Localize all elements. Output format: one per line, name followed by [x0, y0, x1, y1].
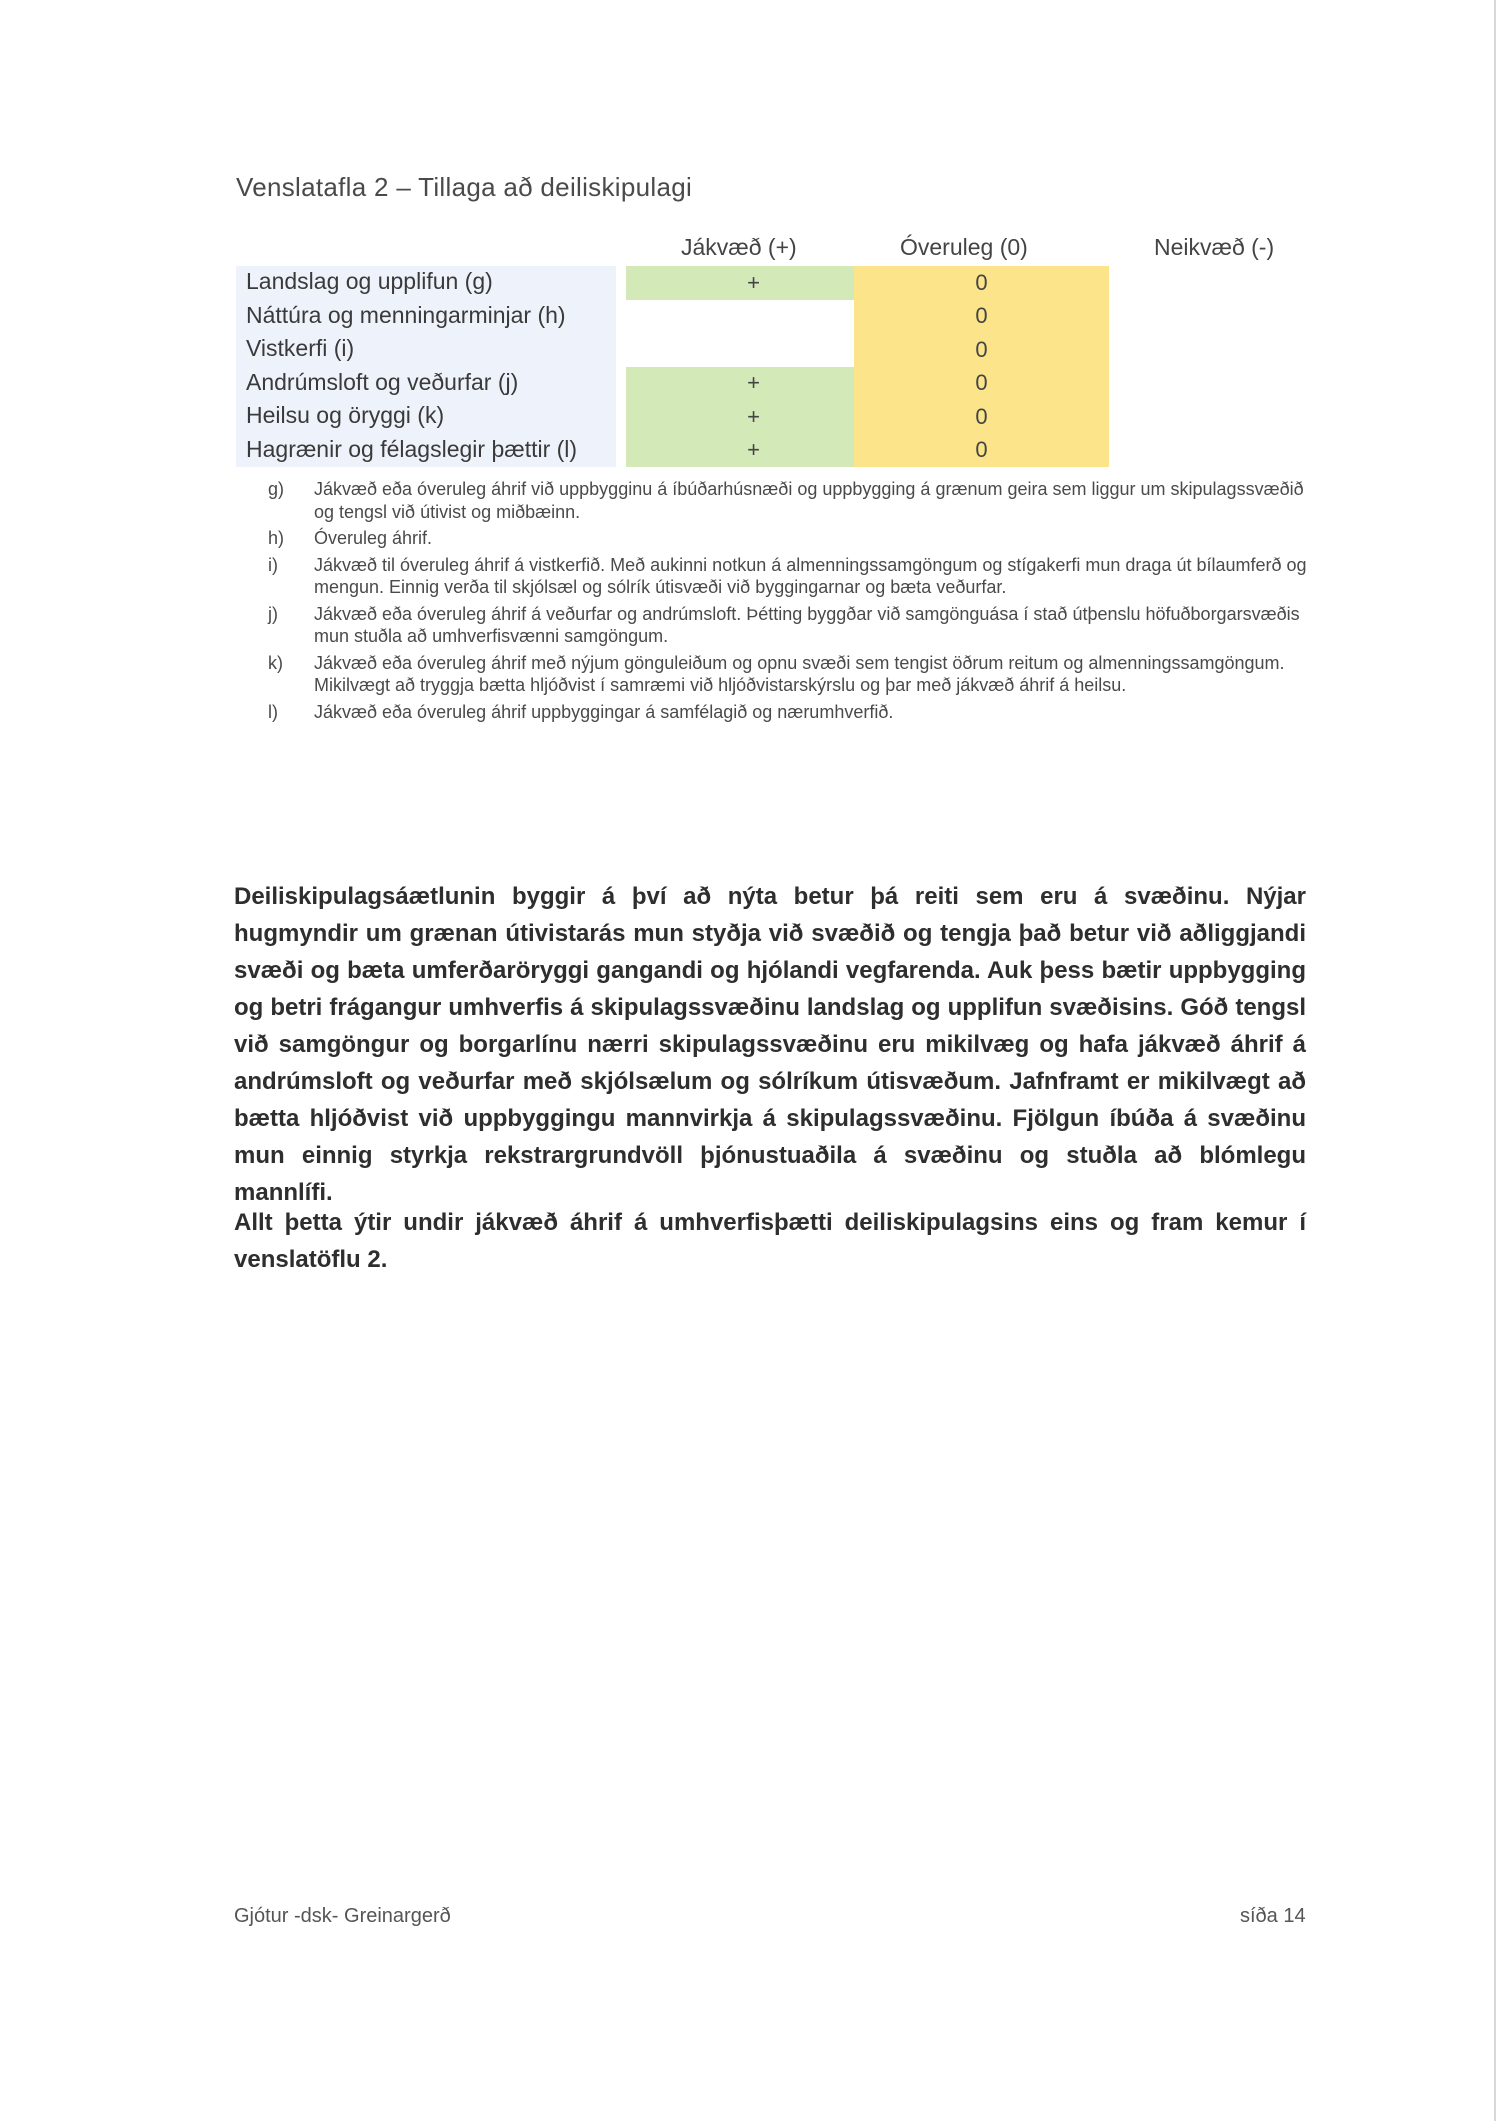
note-marker: h) [268, 528, 285, 548]
note-marker: j) [268, 603, 278, 624]
cell-positive: + [626, 266, 881, 300]
cell-positive [626, 300, 881, 334]
impact-table [236, 228, 1326, 467]
note-text: Jákvæð til óveruleg áhrif á vistkerfið. Með aukinni notkun á almenningssamgöngum og stígakerfi mun draga út bílaumferð og mengun. Einnig verða til skjólsæl og sólrík útisvæði við byggingarnar og bæta veðurfar. [314, 554, 1307, 597]
note-item [268, 603, 1308, 648]
note-marker: i) [268, 554, 278, 575]
table-row [236, 367, 1326, 401]
cell-negative [1109, 400, 1326, 434]
cell-positive: + [626, 367, 881, 401]
cell-neutral: 0 [854, 434, 1109, 468]
table-row [236, 333, 1326, 367]
note-item [268, 527, 1308, 550]
note-item [268, 554, 1308, 599]
cell-positive: + [626, 400, 881, 434]
table-row [236, 434, 1326, 468]
note-item [268, 478, 1308, 523]
note-text: Jákvæð eða óveruleg áhrif á veðurfar og andrúmsloft. Þétting byggðar við samgönguása í stað útþenslu höfuðborgarsvæðis mun stuðla að umhverfisvænni samgöngum. [314, 603, 1300, 646]
footer-document-name: Gjótur -dsk- Greinargerð [234, 1905, 451, 1927]
cell-negative [1109, 266, 1326, 300]
cell-negative [1109, 300, 1326, 334]
note-text: Jákvæð eða óveruleg áhrif við uppbygginu á íbúðarhúsnæði og uppbygging á grænum geira sem liggur um skipulagssvæðið og tengsl við útivist og miðbæinn. [314, 479, 1304, 522]
row-label: Landslag og upplifun (g) [246, 268, 493, 294]
table-row [236, 400, 1326, 434]
cell-negative [1109, 333, 1326, 367]
cell-positive: + [626, 434, 881, 468]
note-text: Jákvæð eða óveruleg áhrif með nýjum gönguleiðum og opnu svæði sem tengist öðrum reitum og almenningssamgöngum. Mikilvægt að tryggja bætta hljóðvist í samræmi við hljóðvistarskýrslu og þar með jákvæð áhrif á heilsu. [314, 652, 1285, 695]
note-marker: l) [268, 701, 278, 722]
cell-neutral: 0 [854, 367, 1109, 401]
paragraph-1: Deiliskipulagsáætlunin byggir á því að nýta betur þá reiti sem eru á svæðinu. Nýjar hugmyndir um grænan útivistarás mun styðja við svæðið og tengja það betur við aðliggjandi svæði og bæta umferðaröryggi gangandi og hjólandi vegfarenda. Auk þess bætir uppbygging og betri frágangur umhverfis á skipulagssvæðinu landslag og upplifun svæðisins. Góð tengsl við samgöngur og borgarlínu nærri skipulagssvæðinu eru mikilvæg og hafa jákvæð áhrif á andrúmsloft og veðurfar með skjólsælum og sólríkum útisvæðum. Jafnframt er mikilvægt að bætta hljóðvist við uppbyggingu mannvirkja á skipulagssvæðinu. Fjölgun íbúða á svæðinu mun einnig styrkja rekstrargrundvöll þjónustuaðila á svæðinu og stuðla að blómlegu mannlífi. [234, 883, 1306, 1206]
table-row [236, 266, 1326, 300]
note-item [268, 701, 1308, 724]
header-negative: Neikvæð (-) [1154, 234, 1275, 260]
row-label: Heilsu og öryggi (k) [246, 402, 445, 428]
cell-neutral: 0 [854, 333, 1109, 367]
note-marker: g) [268, 479, 285, 499]
footer-page-number: síða 14 [1240, 1905, 1306, 1927]
row-label: Náttúra og menningarminjar (h) [246, 301, 566, 328]
table-row [236, 300, 1326, 334]
notes-list [268, 478, 1308, 727]
note-text: Óveruleg áhrif. [314, 528, 433, 548]
cell-neutral: 0 [854, 266, 1109, 300]
cell-negative [1109, 367, 1326, 401]
note-marker: k) [268, 652, 283, 673]
table-header [236, 228, 1326, 266]
note-text: Jákvæð eða óveruleg áhrif uppbyggingar á samfélagið og nærumhverfið. [314, 701, 894, 722]
cell-positive [626, 333, 881, 367]
header-neutral: Óveruleg (0) [900, 234, 1028, 260]
header-positive: Jákvæð (+) [681, 234, 797, 260]
row-label: Vistkerfi (i) [246, 335, 355, 361]
cell-neutral: 0 [854, 400, 1109, 434]
row-label: Andrúmsloft og veðurfar (j) [246, 368, 519, 395]
cell-negative [1109, 434, 1326, 468]
cell-neutral: 0 [854, 300, 1109, 334]
table-title: Venslatafla 2 – Tillaga að deiliskipulagi [236, 172, 693, 202]
page-edge [1494, 0, 1496, 2121]
note-item [268, 652, 1308, 697]
paragraph-2: Allt þetta ýtir undir jákvæð áhrif á umhverfisþætti deiliskipulagsins eins og fram kemur í venslatöflu 2. [234, 1209, 1306, 1273]
row-label: Hagrænir og félagslegir þættir (l) [246, 435, 578, 462]
